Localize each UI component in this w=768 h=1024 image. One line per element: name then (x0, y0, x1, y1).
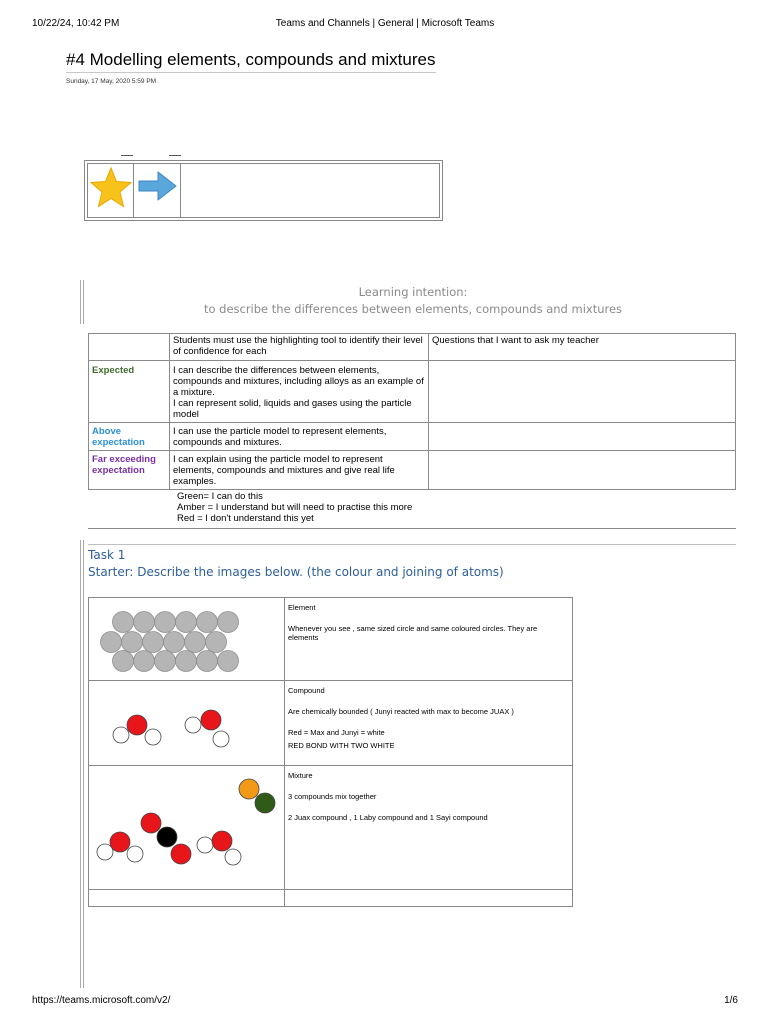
print-window-title: Teams and Channels | General | Microsoft Teams (275, 18, 495, 29)
empty-cell (89, 890, 285, 907)
compound-text-cell (285, 681, 573, 766)
question-cell (429, 361, 736, 423)
arrow-right-icon (134, 164, 181, 219)
table-row (89, 766, 573, 890)
confidence-table (88, 333, 736, 490)
divider (88, 528, 736, 529)
compound-image-cell (89, 681, 285, 766)
table-row (89, 361, 736, 423)
star-icon (88, 164, 134, 219)
table-row (89, 423, 736, 451)
page-number: 1/6 (724, 995, 738, 1006)
mixture-detail: 2 Juax compound , 1 Laby compound and 1 Sayi compound (288, 813, 488, 822)
statement-cell (170, 361, 429, 423)
compound-key: Red = Max and Junyi = white (288, 728, 385, 737)
table-header-row (89, 334, 736, 361)
empty-cell (89, 334, 170, 361)
statement-line: I can explain using the particle model to represent elements, compounds and mixtures and give real life examples. (173, 454, 395, 487)
divider (121, 155, 133, 156)
statement-line: I can use the particle model to represent elements, compounds and mixtures. (173, 426, 387, 448)
empty-cell (285, 890, 573, 907)
mixture-diagram (89, 766, 284, 887)
statement-cell (170, 451, 429, 490)
key-red: Red = I don't understand this yet (177, 513, 314, 524)
print-datetime: 10/22/24, 10:42 PM (32, 18, 120, 29)
page-date: Sunday, 17 May, 2020 5:59 PM (66, 78, 157, 85)
level-expected: Expected (89, 361, 170, 423)
statement-line: I can represent solid, liquids and gases using the particle model (173, 398, 412, 420)
key-amber: Amber = I understand but will need to practise this more (177, 502, 413, 513)
table-row (89, 890, 573, 907)
page-title: #4 Modelling elements, compounds and mixtures (66, 50, 436, 73)
task-label: Task 1 (88, 548, 126, 562)
table-row (89, 451, 736, 490)
mixture-text-cell (285, 766, 573, 890)
confidence-key (177, 491, 412, 524)
question-cell (429, 423, 736, 451)
mixture-title: Mixture (288, 771, 313, 780)
star-cell (88, 164, 134, 217)
element-image-cell (89, 598, 285, 681)
compound-diagram (89, 681, 284, 763)
side-rule (80, 280, 81, 324)
key-green: Green= I can do this (177, 491, 263, 502)
table-row (89, 681, 573, 766)
compound-bond: RED BOND WITH TWO WHITE (288, 741, 395, 750)
side-rule (80, 540, 81, 988)
mixture-desc: 3 compounds mix together (288, 792, 377, 801)
level-above-expectation: Above expectation (89, 423, 170, 451)
learning-intention (90, 284, 736, 318)
task-heading (88, 547, 504, 581)
atoms-table (88, 597, 573, 907)
statement-cell (170, 423, 429, 451)
side-rule (83, 280, 84, 324)
mixture-image-cell (89, 766, 285, 890)
icon-box (84, 160, 443, 221)
task-starter: Starter: Describe the images below. (the colour and joining of atoms) (88, 565, 504, 579)
table-row (89, 598, 573, 681)
divider (169, 155, 181, 156)
level-far-exceeding: Far exceeding expectation (89, 451, 170, 490)
compound-title: Compound (288, 686, 325, 695)
learning-intention-heading: Learning intention: (358, 285, 468, 299)
print-header (32, 18, 738, 32)
question-cell (429, 451, 736, 490)
compound-desc: Are chemically bounded ( Junyi reacted with max to become JUAX ) (288, 707, 514, 716)
learning-intention-text: to describe the differences between elements, compounds and mixtures (203, 302, 623, 316)
questions-header: Questions that I want to ask my teacher (429, 334, 736, 361)
element-title: Element (288, 603, 316, 612)
footer-url: https://teams.microsoft.com/v2/ (32, 995, 171, 1006)
element-diagram (89, 598, 284, 678)
arrow-cell (134, 164, 181, 217)
statement-line: I can describe the differences between elements, compounds and mixtures, including alloys as an example of a mixture. (173, 365, 424, 398)
side-rule (83, 540, 84, 988)
element-text-cell (285, 598, 573, 681)
divider (88, 544, 736, 545)
instructions-cell: Students must use the highlighting tool to identify their level of confidence for each (170, 334, 429, 361)
element-desc: Whenever you see , same sized circle and same coloured circles. They are elements (288, 624, 538, 642)
